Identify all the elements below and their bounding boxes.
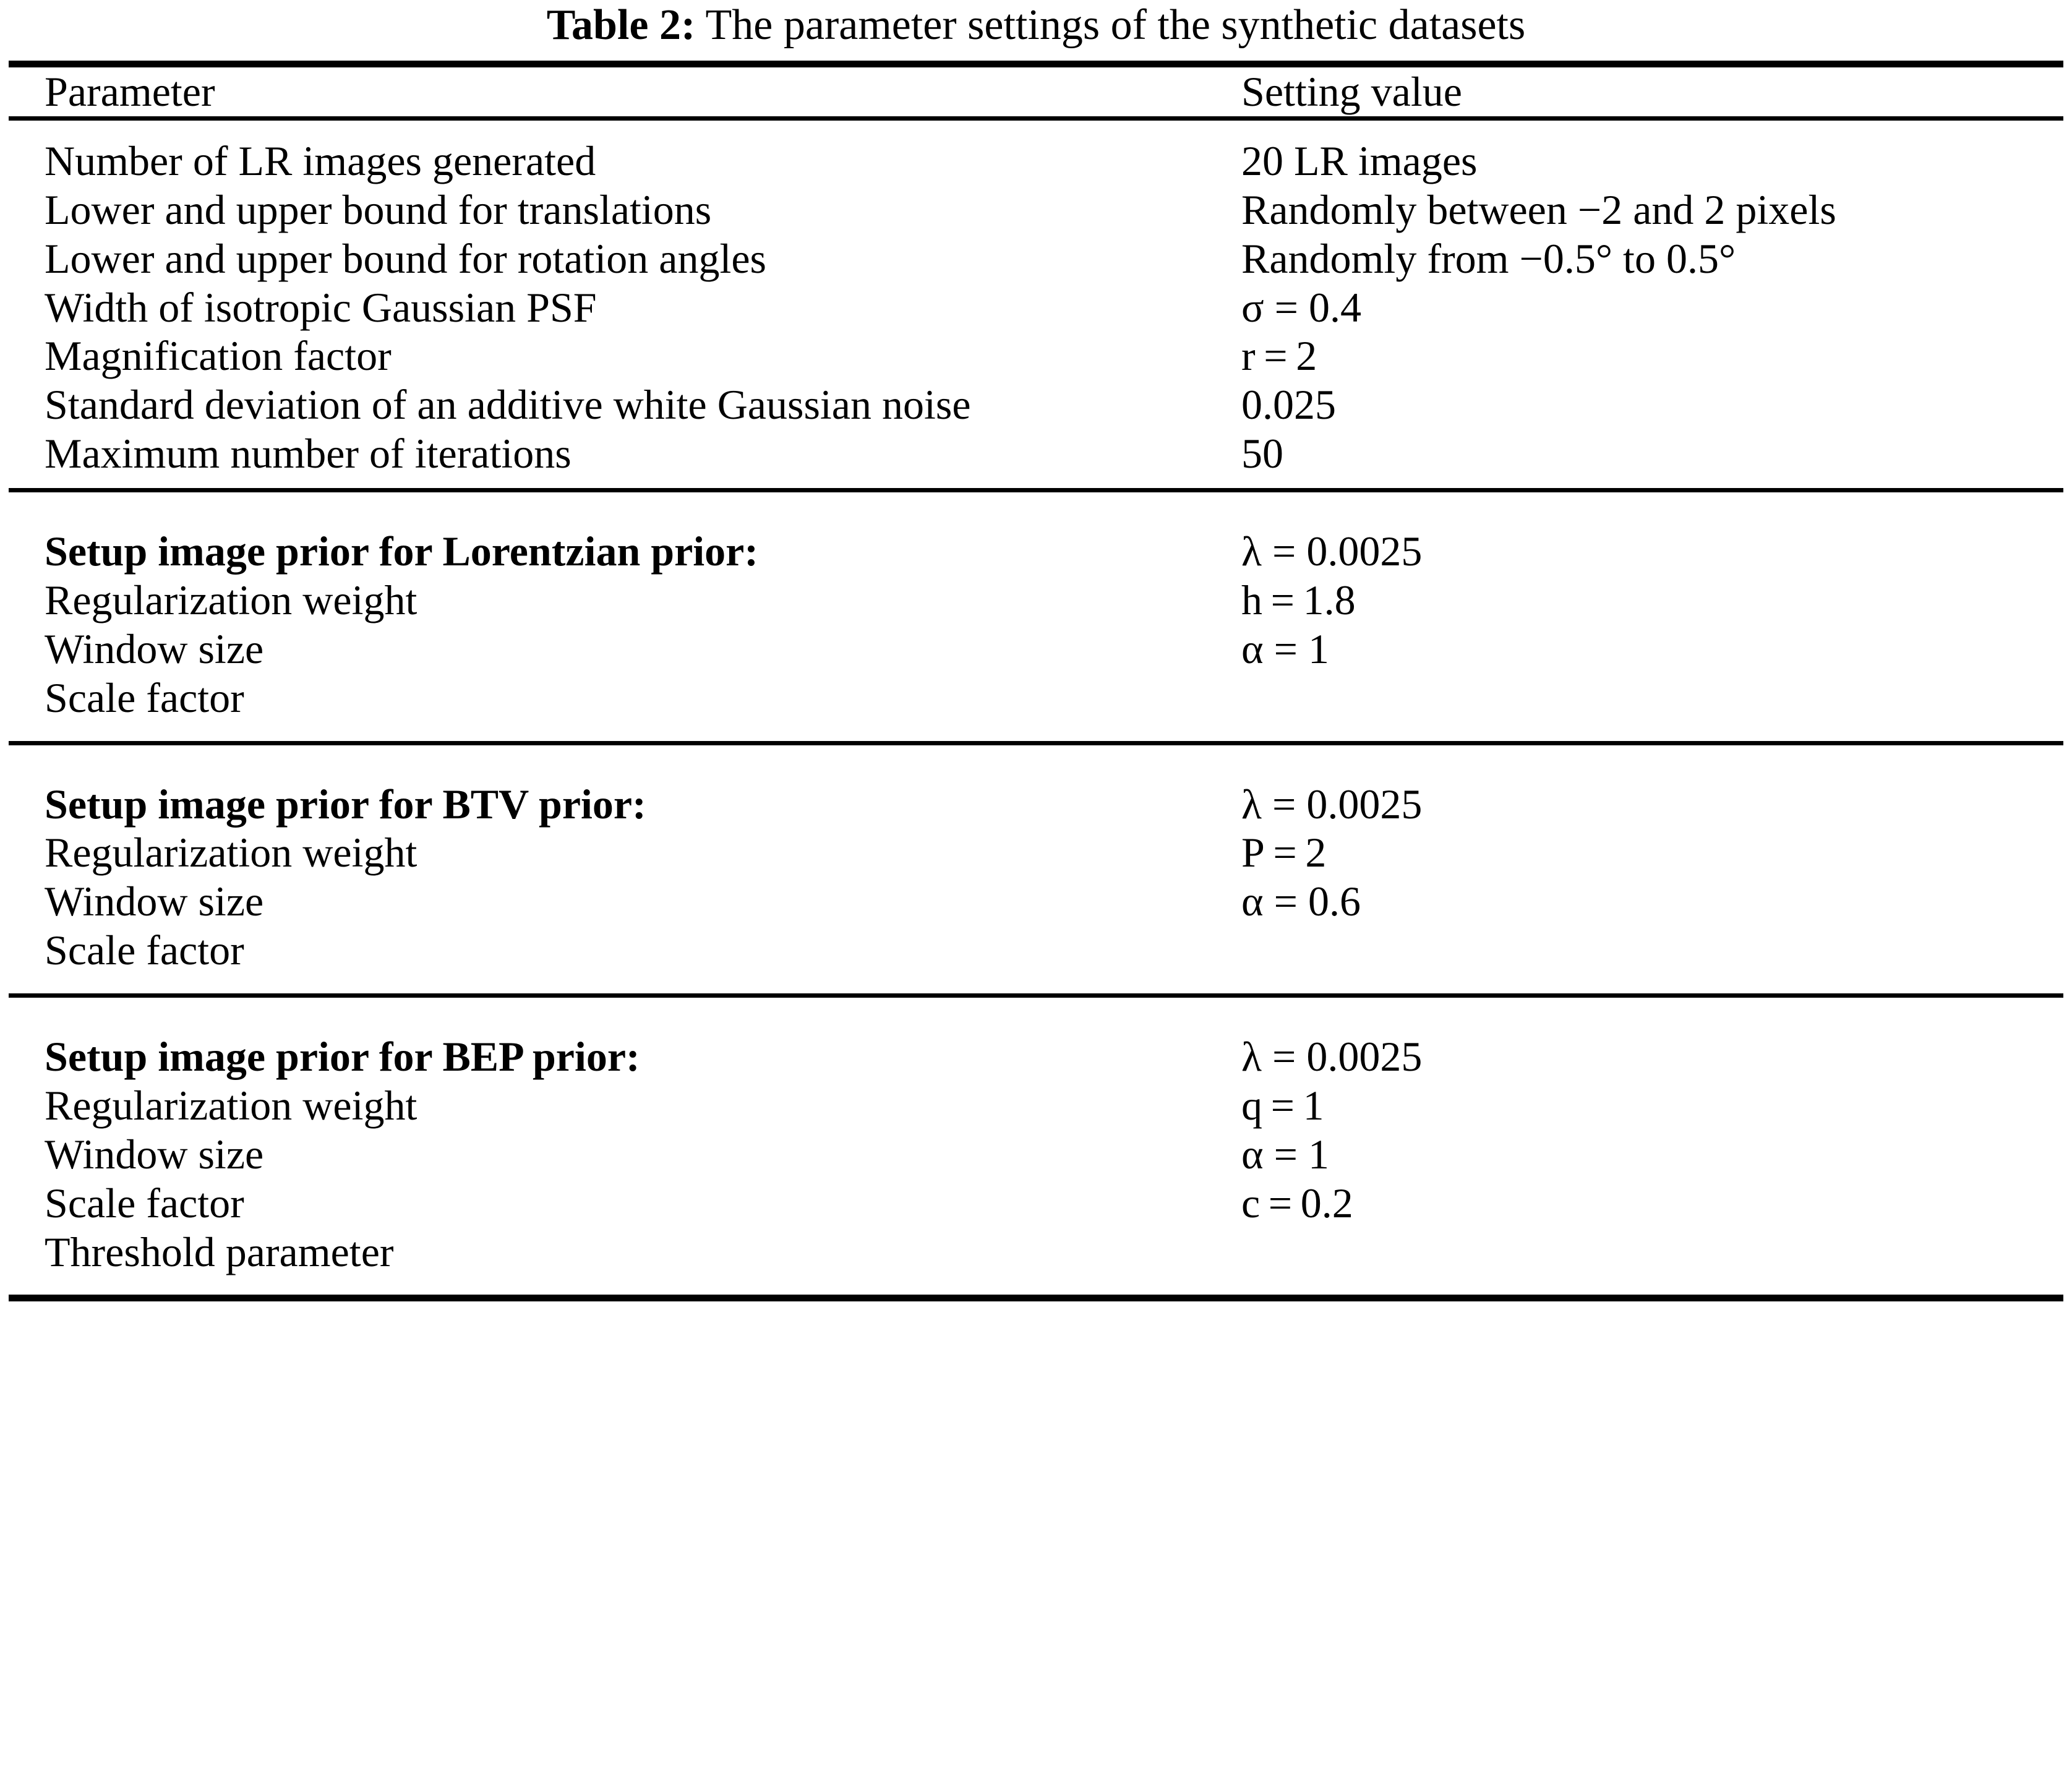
caption-text: The parameter settings of the synthetic datasets (705, 1, 1526, 49)
caption-label: Table 2: (546, 1, 696, 49)
row-parameter: Window size (45, 878, 264, 925)
section-heading-btv: Setup image prior for BTV prior: (45, 780, 646, 828)
table-row (9, 380, 2063, 429)
row-value: α = 1 (1241, 1130, 1329, 1178)
row-parameter: Width of isotropic Gaussian PSF (45, 283, 597, 331)
section-heading-row (9, 1014, 2063, 1081)
row-parameter: Magnification factor (45, 332, 392, 380)
table-row (9, 1228, 2063, 1295)
column-header-setting-value: Setting value (1241, 68, 1462, 115)
table-row (9, 429, 2063, 478)
header-bottom-rule (9, 116, 2063, 121)
row-value (1230, 674, 2063, 741)
spacer-after-section-3-rule (9, 998, 2063, 1014)
row-parameter: Scale factor (45, 1179, 244, 1227)
spacer-after-header-rule (9, 121, 2063, 137)
row-value: 0.025 (1241, 381, 1336, 429)
table-header (9, 67, 2063, 116)
spacer-after-section-2-rule (9, 745, 2063, 761)
header-row (9, 67, 2063, 116)
row-parameter: Window size (45, 1130, 264, 1178)
table-bottom-rule (9, 1295, 2063, 1301)
spacer-before-section-1-rule (9, 478, 2063, 488)
row-value: σ = 0.4 (1241, 283, 1362, 331)
section-rule-bep (9, 993, 2063, 998)
table-row (9, 926, 2063, 993)
table-row (9, 186, 2063, 234)
table-row (9, 674, 2063, 741)
section-heading-row (9, 761, 2063, 829)
row-parameter: Window size (45, 625, 264, 672)
row-value: c = 0.2 (1241, 1179, 1353, 1227)
table-row (9, 137, 2063, 186)
section-heading-value: λ = 0.0025 (1241, 528, 1423, 575)
row-value: Randomly from −0.5° to 0.5° (1241, 234, 1736, 282)
table-row (9, 234, 2063, 283)
row-parameter: Threshold parameter (45, 1228, 394, 1275)
row-value: α = 1 (1241, 625, 1329, 672)
section-rule-lorentzian (9, 488, 2063, 492)
section-lorentzian-table (9, 508, 2063, 741)
section-bep-table (9, 1014, 2063, 1295)
row-value: 50 (1241, 430, 1283, 478)
table-row (9, 332, 2063, 380)
section-btv-table (9, 761, 2063, 994)
row-parameter: Lower and upper bound for rotation angles (45, 234, 766, 282)
section-heading-value: λ = 0.0025 (1241, 1033, 1423, 1080)
table-caption (9, 0, 2063, 61)
section-heading-bep: Setup image prior for BEP prior: (45, 1033, 640, 1080)
row-parameter: Regularization weight (45, 1081, 417, 1129)
row-value: Randomly between −2 and 2 pixels (1241, 186, 1836, 233)
row-parameter: Lower and upper bound for translations (45, 186, 712, 233)
row-value: 20 LR images (1241, 137, 1478, 184)
table-row (9, 1081, 2063, 1130)
row-parameter: Scale factor (45, 674, 244, 721)
table-row (9, 1130, 2063, 1179)
row-parameter: Maximum number of iterations (45, 430, 572, 478)
section-heading-lorentzian: Setup image prior for Lorentzian prior: (45, 528, 759, 575)
row-value (1230, 1228, 2063, 1295)
row-parameter: Number of LR images generated (45, 137, 596, 184)
row-parameter: Regularization weight (45, 829, 417, 876)
row-value: h = 1.8 (1241, 576, 1356, 623)
column-header-parameter: Parameter (45, 68, 215, 115)
row-parameter: Standard deviation of an additive white Gaussian noise (45, 381, 971, 429)
row-value: r = 2 (1241, 332, 1317, 380)
general-parameters-table (9, 137, 2063, 478)
section-heading-row (9, 508, 2063, 576)
section-heading-value: λ = 0.0025 (1241, 780, 1423, 828)
row-value: α = 0.6 (1241, 878, 1361, 925)
row-value: q = 1 (1241, 1081, 1324, 1129)
row-value (1230, 926, 2063, 993)
row-value: P = 2 (1241, 829, 1327, 876)
table-top-rule (9, 61, 2063, 67)
table-row (9, 576, 2063, 625)
table-row (9, 877, 2063, 926)
row-parameter: Scale factor (45, 927, 244, 974)
row-parameter: Regularization weight (45, 576, 417, 623)
spacer-after-section-1-rule (9, 492, 2063, 508)
table-row (9, 625, 2063, 674)
section-rule-btv (9, 741, 2063, 745)
table-row (9, 283, 2063, 332)
table-row (9, 1179, 2063, 1228)
table-row (9, 828, 2063, 877)
